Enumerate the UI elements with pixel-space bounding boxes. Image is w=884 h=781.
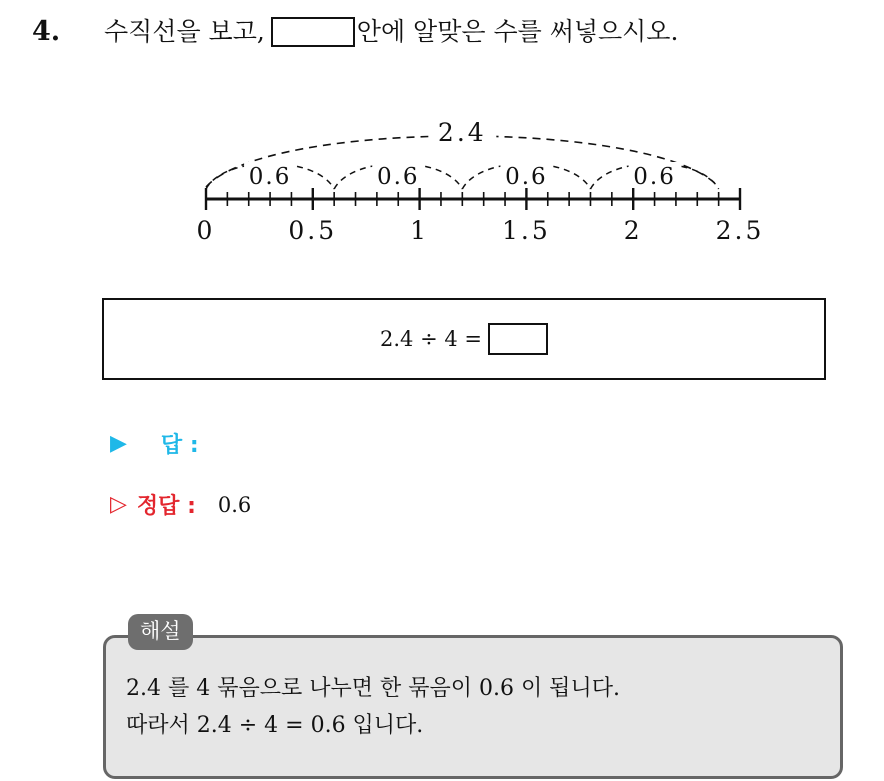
tick-label: 0.5 [288,216,338,245]
explanation-tab: 해설 [128,614,193,650]
play-triangle-icon: ▶ [110,431,127,456]
equation-text: 2.4 ÷ 4 = [380,327,482,351]
segment-arc-label: 0.6 [376,164,420,190]
explanation-box [103,635,843,779]
answer-row [110,428,199,459]
number-line-axis [206,188,740,210]
correct-answer-row [110,489,251,520]
tick-label: 1 [410,216,430,245]
tick-label: 2 [623,216,643,245]
tick-label: 0 [196,216,216,245]
question-number: 4. [32,16,61,47]
explanation-line-2: 따라서 2.4 ÷ 4 = 0.6 입니다. [126,713,424,738]
explanation-line-1: 2.4 를 4 묶음으로 나누면 한 묶음이 0.6 이 됩니다. [126,676,620,701]
equation-box [102,298,826,380]
equation-blank-box [488,323,548,355]
segment-arc-label: 0.6 [505,164,548,190]
tick-label: 1.5 [502,216,551,245]
question-text-after: 안에 알맞은 수를 써넣으시오. [356,17,679,46]
correct-answer-value: 0.6 [217,492,252,517]
tick-label: 2.5 [715,216,765,245]
total-arc-label: 2.4 [437,118,487,147]
segment-arc-label: 0.6 [633,164,676,190]
outline-triangle-icon: ▷ [110,492,127,517]
number-line-figure [0,0,884,290]
correct-answer-label: 정답 : [136,494,196,519]
question-text-before: 수직선을 보고, [104,17,265,46]
segment-arc-label: 0.6 [248,164,292,190]
answer-label: 답 : [160,433,199,458]
